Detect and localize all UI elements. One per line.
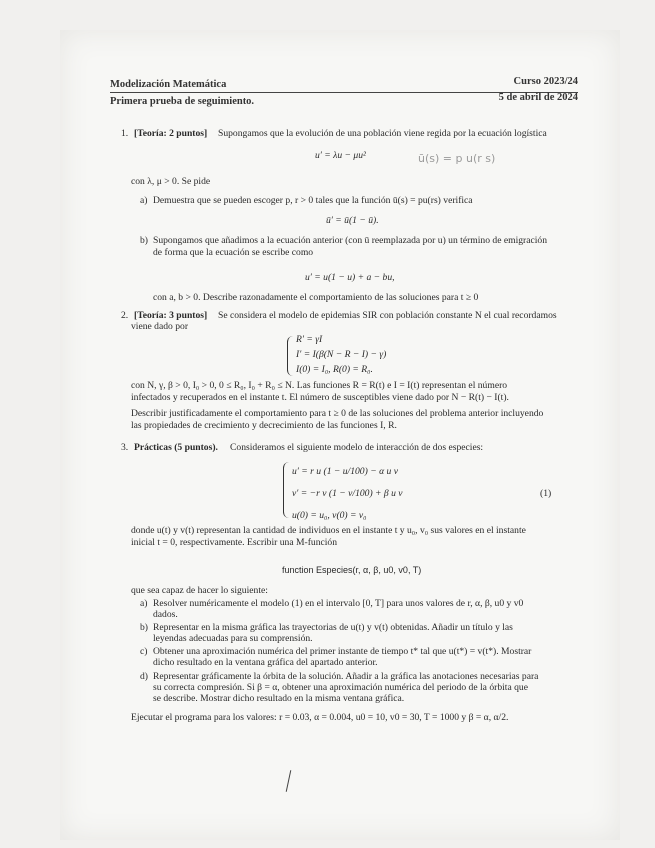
item-label: c): [140, 646, 148, 657]
q1b-text-2: de forma que la ecuación se escribe como: [153, 247, 314, 258]
q2-number: 2.: [121, 310, 129, 321]
q3-title: Prácticas (5 puntos).: [134, 442, 218, 453]
q1a-equation: ū′ = ū(1 − ū).: [326, 215, 379, 226]
function-signature: function Especies(r, α, β, u0, v0, T): [282, 565, 422, 575]
q3-eq-2: v′ = −r v (1 − v/100) + β u v: [292, 488, 403, 499]
q2-eq-3: I(0) = I₀, R(0) = R₀.: [296, 364, 373, 375]
course-title: Modelización Matemática: [110, 79, 227, 90]
q2-eq-2: I′ = I(β(N − R − I) − γ): [296, 349, 387, 360]
q1-conditions: con λ, μ > 0. Se pide: [131, 176, 211, 187]
run-instructions: Ejecutar el programa para los valores: r = 0.03, α = 0.004, u0 = 10, v0 = 30, T = 1000 y β = α, α/2.: [131, 712, 509, 723]
q1b-text-1: Supongamos que añadimos a la ecuación anterior (con ū reemplazada por u) un término de emigración: [153, 235, 547, 246]
handwritten-note: ū(s) = p u(r s): [418, 152, 496, 165]
q1-title: [Teoría: 2 puntos]: [134, 128, 208, 139]
equation-number: (1): [540, 488, 552, 499]
q1-equation: u′ = λu − μu²: [315, 150, 366, 161]
item-label: a): [140, 598, 148, 609]
q1b-equation: u′ = u(1 − u) + a − bu,: [305, 272, 395, 283]
q1-intro: Supongamos que la evolución de una población viene regida por la ecuación logística: [218, 128, 547, 139]
item-line: su correcta compresión. Si β = α, obtener una aproximación numérica del periodo de la órbita que: [153, 682, 528, 693]
q1-number: 1.: [121, 128, 129, 139]
q3-eq-1: u′ = r u (1 − u/100) − α u v: [292, 466, 398, 477]
q2-text-2: infectados y recuperados en el instante t. El número de susceptibles viene dado por N − R(t) − I(t).: [131, 392, 509, 403]
item-line: Representar gráficamente la órbita de la solución. Añadir a la gráfica las anotaciones necesarias para: [153, 671, 539, 682]
q2-intro-2: viene dado por: [131, 321, 189, 332]
item-label: d): [140, 671, 148, 682]
course-year: Curso 2023/24: [513, 76, 578, 87]
q1b-text-3: con a, b > 0. Describe razonadamente el comportamiento de las soluciones para t ≥ 0: [153, 292, 479, 303]
q3-eq-3: u(0) = u₀, v(0) = v₀: [292, 510, 367, 521]
item-line: se describe. Mostrar dicho resultado en la misma ventana gráfica.: [153, 693, 405, 704]
item-line: Representar en la misma gráfica las trayectorias de u(t) y v(t) obtenidas. Añadir un título y las: [153, 622, 513, 633]
exam-title: Primera prueba de seguimiento.: [110, 96, 255, 107]
item-line: dados.: [153, 609, 178, 620]
q1a-text: Demuestra que se pueden escoger p, r > 0 tales que la función ū(s) = pu(rs) verifica: [153, 195, 473, 206]
q2-text-3: Describir justificadamente el comportamiento para t ≥ 0 de las soluciones del problema anterior incluyendo: [131, 408, 544, 419]
q2-text-4: las propiedades de crecimiento y decrecimiento de las funciones I, R.: [131, 420, 397, 431]
q2-eq-1: R′ = γI: [296, 334, 323, 345]
q1b-label: b): [140, 235, 148, 246]
q3-text-1: donde u(t) y v(t) representan la cantidad de individuos en el instante t y u₀, v₀ sus valores en el instante: [131, 525, 526, 536]
item-line: Obtener una aproximación numérica del primer instante de tiempo t* tal que u(t*) = v(t*). Mostrar: [153, 646, 532, 657]
q3-intro: Consideramos el siguiente modelo de interacción de dos especies:: [230, 442, 484, 453]
item-line: leyendas adecuadas para su comprensión.: [153, 633, 313, 644]
q2-text-1: con N, γ, β > 0, I₀ > 0, 0 ≤ R₀, I₀ + R₀ ≤ N. Las funciones R = R(t) e I = I(t) representan el número: [131, 380, 508, 391]
system-brace: [287, 336, 294, 376]
q3-number: 3.: [121, 442, 129, 453]
item-line: dicho resultado en la ventana gráfica del apartado anterior.: [153, 657, 378, 668]
exam-date: 5 de abril de 2024: [498, 92, 578, 103]
q2-title: [Teoría: 3 puntos]: [134, 310, 208, 321]
q3-text-2: inicial t = 0, respectivamente. Escribir una M-función: [131, 537, 338, 548]
item-line: Resolver numéricamente el modelo (1) en el intervalo [0, T] para unos valores de r, α, β, u0 y v0: [153, 598, 524, 609]
q3-text-3: que sea capaz de hacer lo siguiente:: [131, 585, 268, 596]
q2-intro-1: Se considera el modelo de epidemias SIR con población constante N el cual recordamos: [218, 310, 557, 321]
q1a-label: a): [140, 195, 148, 206]
system-brace: [283, 462, 290, 518]
item-label: b): [140, 622, 148, 633]
